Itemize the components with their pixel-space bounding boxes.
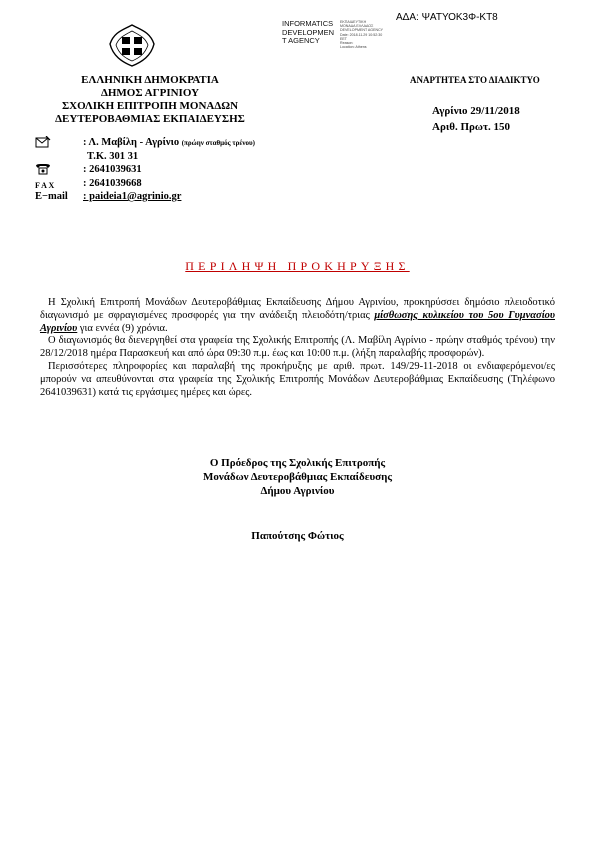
document-title: ΠΕΡΙΛΗΨΗ ΠΡΟΚΗΡΥΞΗΣ — [185, 259, 410, 273]
header-line-3: ΣΧΟΛΙΚΗ ΕΠΙΤΡΟΠΗ ΜΟΝΑΔΩΝ — [61, 100, 239, 112]
stamp-line-2: DEVELOPMEN — [282, 27, 335, 37]
paragraph-3: Περισσότερες πληροφορίες και παραλαβή της προκήρυξης με αριθ. πρωτ. 149/29-11-2018 οι ενδιαφερόμενοι/ες μπορούν να απευθύνονται στα γραφεία της Σχολικής Επιτροπής Μονάδων Δευτεροβάθμιας Εκπαίδευσης (Τηλέφωνο 2641039631) κατά τις εργάσιμες ημέρες και ώρες. — [40, 360, 555, 398]
address-note: (πρώην σταθμός τρένου) — [181, 139, 255, 147]
phone-number: : 2641039631 — [83, 164, 142, 175]
signature-line-2: Μονάδων Δευτεροβάθμιας Εκπαίδευσης — [202, 471, 393, 483]
stamp-small-line: Location: Athens — [340, 45, 367, 50]
document-date: Αγρίνιο 29/11/2018 — [432, 105, 520, 117]
paragraph-1-text: Η Σχολική Επιτροπή Μονάδων Δευτεροβάθμιας Εκπαίδευσης Δήμου Αγρινίου, προκηρύσσει δημόσιο πλειοδοτικό διαγωνισμό με σφραγισμένες προσφορές για την ανάδειξη πλειοδότη/τριας — [40, 297, 555, 321]
fax-number: : 2641039668 — [83, 177, 142, 189]
stamp-small-line: ΕΚΠΑΙΔΕΥΤΙΚΗ — [340, 20, 367, 24]
paragraph-1-end: για εννέα (9) χρόνια. — [79, 322, 168, 334]
email-label: E−mail — [35, 191, 68, 202]
header-line-1: ΕΛΛΗΝΙΚΗ ΔΗΜΟΚΡΑΤΙΑ — [81, 74, 219, 86]
signature-line-1: Ο Πρόεδρος της Σχολικής Επιτροπής — [209, 457, 386, 469]
stamp-line-1: INFORMATICS — [282, 19, 334, 28]
contact-address — [83, 136, 255, 151]
signature-stamp-logo — [282, 20, 334, 46]
stamp-small-text — [340, 20, 400, 49]
posting-note: ΑΝΑΡΤΗΤΕΑ ΣΤΟ ΔΙΑΔΙΚΤΥΟ — [410, 75, 540, 85]
paragraph-1 — [40, 297, 555, 335]
header-line-2: ΔΗΜΟΣ ΑΓΡΙΝΙΟΥ — [100, 87, 200, 99]
stamp-small-line: EET — [340, 36, 347, 41]
stamp-line-3: T AGENCY — [282, 36, 320, 45]
stamp-small-line: Date: 2018.11.29 10:52:30 — [340, 32, 383, 37]
signatory-name: Παπούτσης Φώτιος — [251, 530, 344, 542]
signature-line-3: Δήμου Αγρινίου — [260, 485, 335, 497]
stamp-small-line: DEVELOPMENT AGENCY — [340, 28, 384, 33]
envelope-icon — [35, 136, 75, 153]
date-protocol — [432, 103, 520, 135]
header-line-4: ΔΕΥΤΕΡΟΒΑΘΜΙΑΣ ΕΚΠΑΙΔΕΥΣΗΣ — [55, 113, 245, 125]
lease-subject: μίσθωσης κυλικείου του 5ου Γυμνασίου Αγρινίου — [40, 309, 556, 334]
fax-label: F A X — [35, 180, 55, 190]
document-body — [40, 297, 555, 399]
stamp-small-line: Reason: — [340, 41, 354, 46]
email-address[interactable]: : paideia1@agrinio.gr — [83, 191, 182, 202]
issuer-header — [40, 74, 260, 126]
paragraph-2: Ο διαγωνισμός θα διενεργηθεί στα γραφεία της Σχολικής Επιτροπής (Λ. Μαβίλη Αγρίνιο - πρώην σταθμός τρένου) την 28/12/2018 ημέρα Παρασκευή και από ώρα 09:30 π.μ. έως και 10:00 π.μ. (λήξη παραλαβής προσφορών). — [40, 335, 555, 360]
stamp-small-line: ΜΟΝΑΔΑ ΕΛΛΑΔΟΣ — [340, 24, 374, 29]
ada-code: ΑΔΑ: ΨΑΤΥΟΚ3Φ-ΚΤ8 — [396, 12, 498, 23]
signature-block — [0, 456, 595, 498]
address-text: : Λ. Μαβίλη - Αγρίνιο — [83, 137, 180, 148]
greek-emblem-icon — [107, 22, 157, 68]
protocol-number: Αριθ. Πρωτ. 150 — [432, 121, 511, 133]
phone-icon — [35, 163, 75, 180]
postcode: Τ.Κ. 301 31 — [87, 150, 139, 162]
